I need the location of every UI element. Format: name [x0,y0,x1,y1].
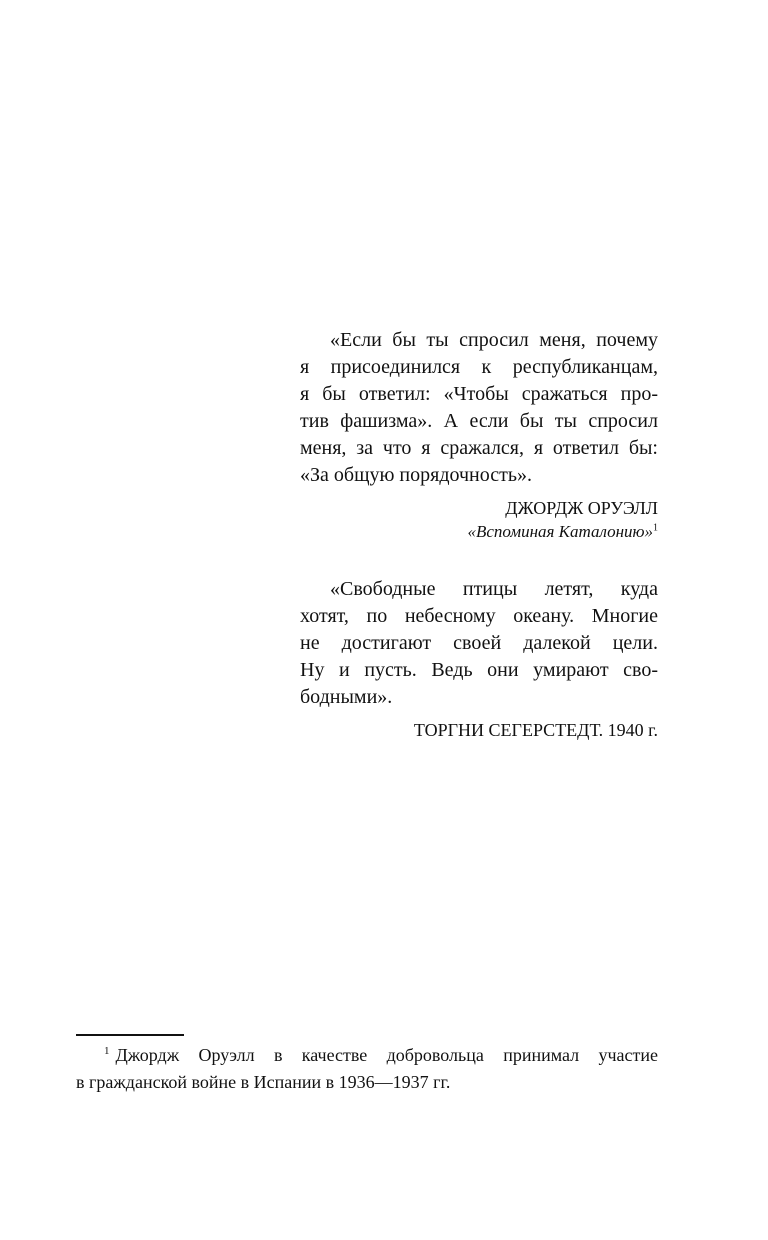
footnote-divider [76,1034,184,1036]
epigraph-line: «Свободные птицы летят, куда [330,578,658,600]
epigraph-author: ТОРГНИ СЕГЕРСТЕДТ. 1940 г. [413,720,658,740]
epigraph-source [300,520,658,544]
epigraph-line: тив фашизма». А если бы ты спросил [300,410,658,432]
epigraph-line: я присоединился к республиканцам, [300,356,658,378]
epigraph-line: «За общую порядочность». [300,464,532,486]
epigraph-line: меня, за что я сражался, я ответил бы: [300,437,658,459]
footnote-line: в гражданской войне в Испании в 1936—1937 гг. [76,1072,451,1092]
epigraph-line: я бы ответил: «Чтобы сражаться про- [300,383,658,405]
footnote-mark: 1 [104,1045,110,1057]
epigraph-line: бодными». [300,686,393,708]
footnote [76,1042,658,1096]
epigraph-line: хотят, по небесному океану. Многие [300,605,658,627]
footnote-text: Джордж Оруэлл в качестве добровольца принимал участие [115,1045,658,1065]
epigraph-line: не достигают своей далекой цели. [300,632,658,654]
epigraph-line: «Если бы ты спросил меня, почему [330,329,658,351]
epigraph-segerstedt [300,576,658,742]
footnote-reference: 1 [653,522,658,534]
epigraph-author: ДЖОРДЖ ОРУЭЛЛ [505,498,658,518]
epigraph-orwell [300,327,658,544]
epigraph-line: Ну и пусть. Ведь они умирают сво- [300,659,658,681]
epigraph-source-title: «Вспоминая Каталонию» [467,522,653,541]
footnote-line [76,1042,658,1069]
